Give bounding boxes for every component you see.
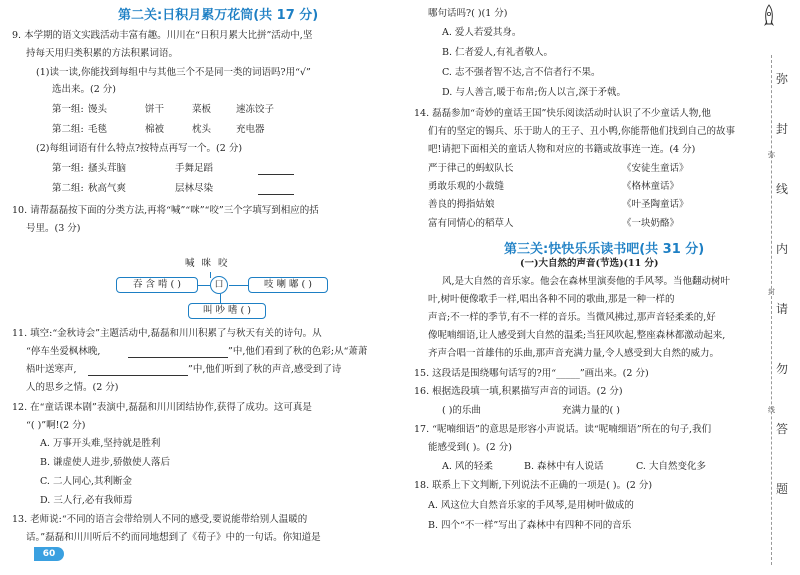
q9-g1-word: 馒头	[88, 104, 108, 115]
q14-book[interactable]: 《格林童话》	[622, 181, 680, 192]
q9-r1-word: 搔头茸脑	[88, 163, 127, 174]
q14-character[interactable]: 富有同情心的稻草人	[428, 218, 514, 229]
q12-option[interactable]: B. 谦虚使人进步,骄傲使人落后	[40, 457, 171, 468]
q9-r2-answer-blank[interactable]	[258, 194, 294, 195]
seal-char: 内	[776, 242, 789, 256]
q11-line-2b: ”中,他们看到了秋的色彩;从“萧萧	[228, 346, 368, 357]
q14-line-2: 们有的坚定的锡兵、乐于助人的王子、丑小鸭,你能帮他们找到自己的故事	[428, 126, 736, 137]
q14-line-1: 14. 磊磊参加“奇妙的童话王国”快乐阅读活动时认识了不少童话人物,他	[414, 108, 711, 119]
q9-g2-word: 充电器	[236, 124, 265, 135]
q17-line-1: 17. “呢喃细语”的意思是形容小声说话。读“呢喃细语”所在的句子,我们	[414, 424, 712, 435]
q10-characters: 喊 咪 咬	[185, 258, 230, 269]
q9-g2-word: 毛毯	[88, 124, 108, 135]
q11-line-4: 人的思乡之情。(2 分)	[26, 382, 119, 393]
q14-character[interactable]: 善良的拇指姑娘	[428, 199, 495, 210]
q9-part1-b: 选出来。(2 分)	[52, 84, 116, 95]
q9-row2-label: 第二组:	[52, 183, 84, 194]
seal-char-small: 线	[768, 406, 775, 414]
q15-line: 15. 这段话是围绕哪句话写的?用“_____”画出来。(2 分)	[414, 368, 649, 379]
q12-line-1: 12. 在“童话课本剧”表演中,磊磊和川川团结协作,获得了成功。这可真是	[12, 402, 312, 413]
q9-group1-label: 第一组:	[52, 104, 84, 115]
seal-char: 请	[776, 302, 789, 316]
q18-option[interactable]: A. 风这位大自然音乐家的手风琴,是用树叶做成的	[428, 500, 634, 511]
q10-box-right[interactable]: 吱 喇 嘟 ( )	[248, 277, 328, 293]
q13-line-2: 话。”磊磊和川川听后不约而同地想到了《荀子》中的一句话。你知道是	[26, 532, 321, 543]
seal-dashed-line	[771, 55, 772, 565]
seal-char: 答	[776, 422, 789, 436]
q9-r1-word: 手舞足蹈	[175, 163, 214, 174]
q14-character[interactable]: 勇敢乐观的小裁缝	[428, 181, 505, 192]
q11-line-3b: ”中,他们听到了秋的声音,感受到了诗	[188, 364, 342, 375]
q16-item[interactable]: ( )的乐曲	[442, 405, 481, 416]
q14-book[interactable]: 《一块奶酪》	[622, 218, 680, 229]
q17-option[interactable]: B. 森林中有人说话	[524, 461, 604, 472]
passage-line: 像呢喃细语,让人感受到大自然的温柔;当狂风吹起,整座森林都激动起来,	[428, 330, 726, 341]
q9-g1-word: 速冻饺子	[236, 104, 275, 115]
connector	[210, 272, 211, 278]
q13-option[interactable]: B. 仁者爱人,有礼者敬人。	[442, 47, 554, 58]
seal-char: 勿	[776, 362, 789, 376]
q12-line-2: “( )”啊!(2 分)	[26, 420, 86, 431]
q14-character[interactable]: 严于律己的蚂蚁队长	[428, 163, 514, 174]
seal-char: 题	[776, 482, 789, 496]
q11-blank-2[interactable]	[88, 375, 188, 376]
q9-g2-word: 枕头	[192, 124, 212, 135]
q17-option[interactable]: A. 风的轻柔	[442, 461, 493, 472]
q16-item[interactable]: 充满力量的( )	[562, 405, 620, 416]
seal-char: 线	[776, 182, 789, 196]
q9-stem-1: 9. 本学期的语文实践活动丰富有趣。川川在“日积月累大比拼”活动中,坚	[12, 30, 313, 41]
seal-char: 弥	[776, 72, 789, 86]
q11-line-1: 11. 填空:“金秋诗会”主题活动中,磊磊和川川积累了与秋天有关的诗句。从	[12, 328, 322, 339]
q9-g1-word: 菜板	[192, 104, 212, 115]
q9-g1-word: 饼干	[145, 104, 165, 115]
passage-title: (一)大自然的声音(节选)(11 分)	[520, 258, 659, 269]
q16-line: 16. 根据选段填一填,积累描写声音的词语。(2 分)	[414, 386, 623, 397]
q10-stem-1: 10. 请帮磊磊按下面的分类方法,再将“喊”“咪”“咬”三个字填写到相应的括	[12, 205, 319, 216]
q10-box-left[interactable]: 吞 含 啃 ( )	[116, 277, 198, 293]
q18-line: 18. 联系上下文判断,下列说法不正确的一项是( )。(2 分)	[414, 480, 653, 491]
q13-option[interactable]: C. 志不强者智不达,言不信者行不果。	[442, 67, 601, 78]
q9-r2-word: 层林尽染	[175, 183, 214, 194]
q9-part1-a: (1)读一读,你能找到每组中与其他三个不是同一类的词语吗?用“√”	[36, 67, 311, 78]
q12-option[interactable]: D. 三人行,必有我师焉	[40, 495, 133, 506]
q9-part2: (2)每组词语有什么特点?按特点再写一个。(2 分)	[36, 143, 243, 154]
passage-line: 声音;不一样的季节,有不一样的音乐。当微风拂过,那声音轻柔柔的,好	[428, 312, 716, 323]
section-title-3: 第三关:快快乐乐读书吧(共 31 分)	[504, 242, 705, 257]
rocket-icon	[762, 4, 776, 30]
passage-line: 风,是大自然的音乐家。他会在森林里演奏他的手风琴。当他翻动树叶	[442, 276, 731, 287]
q13-continued: 哪句话吗?( )(1 分)	[428, 8, 508, 19]
seal-char-small: 封	[768, 288, 775, 296]
connector	[220, 294, 221, 303]
q10-center-circle: 口	[210, 276, 228, 294]
section-title-2: 第二关:日积月累万花筒(共 17 分)	[118, 8, 319, 23]
q13-line-1: 13. 老师说:“不同的语言会带给别人不同的感受,要说能带给别人温暖的	[12, 514, 308, 525]
q10-stem-2: 号里。(3 分)	[26, 223, 81, 234]
q17-line-2: 能感受到( )。(2 分)	[428, 442, 512, 453]
q9-group2-label: 第二组:	[52, 124, 84, 135]
seal-char-small: 弥	[768, 151, 775, 159]
q11-line-3a: 梧叶送寒声,	[26, 364, 77, 375]
q12-option[interactable]: A. 万事开头难,坚持就是胜利	[40, 438, 161, 449]
q13-option[interactable]: A. 爱人若爱其身。	[442, 27, 522, 38]
q12-option[interactable]: C. 二人同心,其利断金	[40, 476, 132, 487]
q14-book[interactable]: 《安徒生童话》	[622, 163, 689, 174]
q10-box-bottom[interactable]: 叫 吵 嗜 ( )	[188, 303, 266, 319]
q9-row1-label: 第一组:	[52, 163, 84, 174]
seal-char: 封	[776, 122, 789, 136]
q14-line-3: 吧!请把下面相关的童话人物和对应的书籍或故事连一连。(4 分)	[428, 144, 696, 155]
q13-option[interactable]: D. 与人善言,暖于布帛;伤人以言,深于矛戟。	[442, 87, 627, 98]
q9-r2-word: 秋高气爽	[88, 183, 127, 194]
q11-blank-1[interactable]	[128, 357, 228, 358]
page-number: 60	[34, 547, 64, 561]
passage-line: 齐声合唱一首雄伟的乐曲,那声音充满力量,令人感受到大自然的威力。	[428, 348, 720, 359]
connector	[196, 285, 210, 286]
q9-r1-answer-blank[interactable]	[258, 174, 294, 175]
connector	[229, 285, 248, 286]
q17-option[interactable]: C. 大自然变化多	[636, 461, 706, 472]
q9-g2-word: 棉被	[145, 124, 165, 135]
q14-book[interactable]: 《叶圣陶童话》	[622, 199, 689, 210]
q9-stem-2: 持每天用归类积累的方法积累词语。	[26, 48, 179, 59]
q18-option[interactable]: B. 四个“不一样”写出了森林中有四种不同的音乐	[428, 520, 632, 531]
q11-line-2a: “停车坐爱枫林晚,	[26, 346, 101, 357]
passage-line: 叶,树叶便像歌手一样,唱出各种不同的歌曲,那是一种一样的	[428, 294, 675, 305]
